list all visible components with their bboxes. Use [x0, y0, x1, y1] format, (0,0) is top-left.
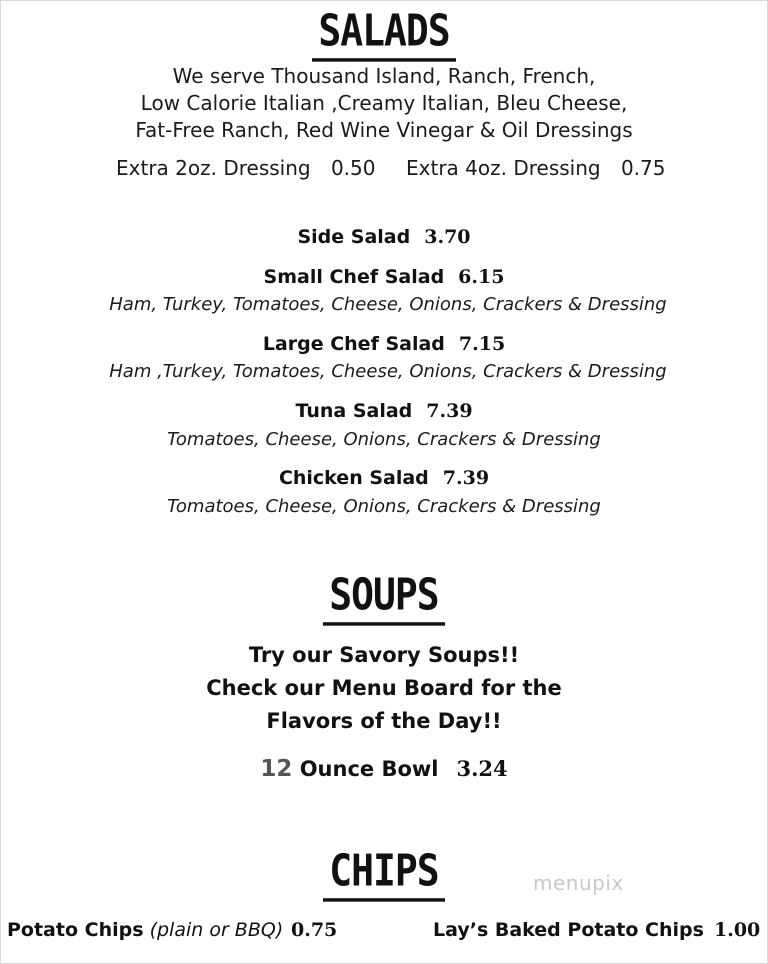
chips-item-note: (plain or BBQ) [149, 919, 284, 941]
extra-2oz-label: Extra 2oz. Dressing [116, 156, 311, 180]
salad-item-name: Side Salad [297, 226, 411, 248]
soups-heading-text: SOUPS [323, 569, 444, 625]
salad-item-large-chef-desc: Ham ,Turkey, Tomatoes, Cheese, Onions, Crackers & Dressing [109, 361, 667, 382]
salad-item-name: Chicken Salad [278, 467, 429, 489]
chips-heading-text: CHIPS [323, 845, 444, 901]
soups-promo-line-3: Flavors of the Day!! [266, 709, 502, 733]
chips-item-lays-price: 1.00 [714, 919, 761, 941]
salads-heading-text: SALADS [312, 5, 455, 61]
soups-heading [1, 569, 767, 622]
salad-item-name: Tuna Salad [295, 400, 413, 422]
salads-heading [1, 5, 767, 58]
soup-bowl-item [1, 756, 767, 782]
soups-promo-line-1: Try our Savory Soups!! [248, 643, 520, 667]
salad-item-small-chef-desc: Ham, Turkey, Tomatoes, Cheese, Onions, Crackers & Dressing [109, 294, 667, 315]
soups-promo-line-2: Check our Menu Board for the [206, 676, 562, 700]
salad-item-price: 7.39 [426, 400, 473, 422]
salad-item-price: 7.39 [442, 467, 490, 489]
chips-heading [1, 845, 767, 898]
soup-bowl-price: 3.24 [456, 756, 508, 781]
soup-bowl-size: 12 [260, 756, 293, 782]
salad-item-chicken-desc: Tomatoes, Cheese, Onions, Crackers & Dressing [167, 496, 601, 517]
soup-bowl-label: Ounce Bowl [299, 757, 439, 781]
menupix-watermark: menupix [533, 871, 624, 895]
salad-item-price: 7.15 [458, 333, 506, 355]
salad-item-name: Small Chef Salad [263, 266, 445, 288]
chips-item-name: Potato Chips [7, 919, 144, 941]
salad-item-price: 6.15 [458, 266, 505, 288]
salad-item-large-chef [1, 333, 767, 355]
extra-2oz-price: 0.50 [330, 156, 376, 180]
chips-item-potato [7, 919, 283, 941]
extra-4oz-dressing [406, 156, 665, 180]
extra-4oz-price: 0.75 [620, 156, 666, 180]
salad-item-name: Large Chef Salad [262, 333, 445, 355]
dressing-intro-line-3: Fat-Free Ranch, Red Wine Vinegar & Oil Dressings [135, 118, 633, 142]
dressing-intro-line-1: We serve Thousand Island, Ranch, French, [172, 64, 596, 88]
salad-item-price: 3.70 [424, 226, 471, 248]
extra-2oz-dressing [116, 156, 375, 180]
salad-item-side [1, 226, 767, 248]
chips-item-lays: Lay’s Baked Potato Chips [433, 919, 704, 941]
salad-item-tuna [1, 400, 767, 422]
extra-4oz-label: Extra 4oz. Dressing [406, 156, 601, 180]
salad-item-chicken [1, 467, 767, 489]
salad-item-tuna-desc: Tomatoes, Cheese, Onions, Crackers & Dressing [167, 429, 601, 450]
dressing-intro-line-2: Low Calorie Italian ,Creamy Italian, Bleu Cheese, [140, 91, 628, 115]
salad-item-small-chef [1, 266, 767, 288]
chips-item-potato-price: 0.75 [291, 919, 338, 941]
